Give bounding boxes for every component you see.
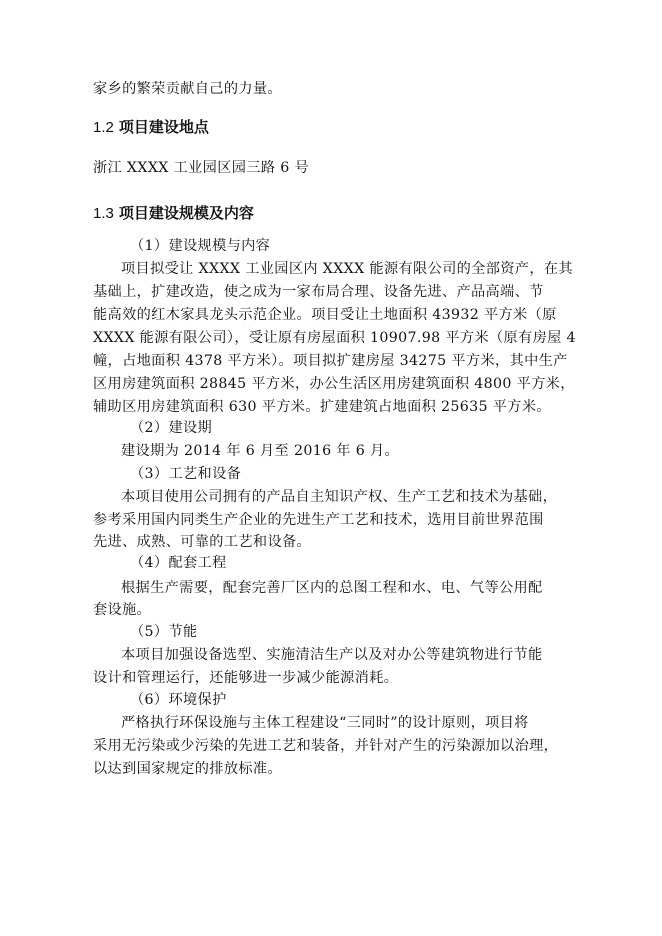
- paragraph-line: 建设期为 2014 年 6 月至 2016 年 6 月。: [121, 443, 400, 459]
- section-title: 项目建设地点: [118, 118, 209, 136]
- paragraph-line: 套设施。: [93, 602, 152, 618]
- paragraph-line: 项目拟受让 XXXX 工业园区内 XXXX 能源有限公司的全部资产，在其: [121, 261, 573, 277]
- subheading-supporting: （4）配套工程: [130, 555, 227, 571]
- paragraph-line: 区用房建筑面积 28845 平方米，办公生活区用房建筑面积 4800 平方米，: [93, 376, 575, 392]
- section-number: 1.2: [93, 119, 114, 136]
- paragraph-line: 本项目加强设备选型、实施清洁生产以及对办公等建筑物进行节能: [121, 647, 543, 663]
- subheading-environment: （6）环境保护: [130, 692, 227, 708]
- section-heading-1-3: [93, 203, 254, 224]
- paragraph-line: 本项目使用公司拥有的产品自主知识产权、生产工艺和技术为基础，: [121, 489, 558, 505]
- paragraph-line: 能高效的红木家具龙头示范企业。项目受让土地面积 43932 平方米（原: [93, 307, 557, 323]
- section-number: 1.3: [93, 205, 114, 222]
- paragraph-line: 以达到国家规定的排放标准。: [93, 761, 282, 777]
- paragraph-line: 参考采用国内同类生产企业的先进生产工艺和技术，选用目前世界范围: [93, 512, 544, 528]
- paragraph-line: 基础上，扩建改造，使之成为一家布局合理、设备先进、产品高端、节: [93, 284, 544, 300]
- subheading-energy: （5）节能: [130, 624, 198, 640]
- paragraph-line: 根据生产需要，配套完善厂区内的总图工程和水、电、气等公用配: [121, 580, 543, 596]
- paragraph-line: 设计和管理运行，还能够进一步减少能源消耗。: [93, 670, 399, 686]
- paragraph-line: 先进、成熟、可靠的工艺和设备。: [93, 534, 312, 550]
- project-address: 浙江 XXXX 工业园区园三路 6 号: [93, 160, 309, 176]
- section-heading-1-2: [93, 117, 209, 138]
- section-title: 项目建设规模及内容: [118, 204, 254, 222]
- subheading-period: （2）建设期: [130, 420, 213, 436]
- subheading-process: （3）工艺和设备: [130, 466, 242, 482]
- paragraph-line: 幢，占地面积 4378 平方米）。项目拟扩建房屋 34275 平方米，其中生产: [93, 353, 568, 369]
- paragraph-line: 辅助区用房建筑面积 630 平方米。扩建建筑占地面积 25635 平方米。: [93, 399, 551, 415]
- intro-line: 家乡的繁荣贡献自己的力量。: [93, 81, 282, 97]
- paragraph-line: XXXX 能源有限公司），受让原有房屋面积 10907.98 平方米（原有房屋 4: [93, 330, 576, 346]
- paragraph-line: 严格执行环保设施与主体工程建设“三同时”的设计原则，项目将: [121, 715, 529, 731]
- subheading-scale: （1）建设规模与内容: [130, 238, 271, 254]
- paragraph-line: 采用无污染或少污染的先进工艺和装备，并针对产生的污染源加以治理，: [93, 738, 559, 754]
